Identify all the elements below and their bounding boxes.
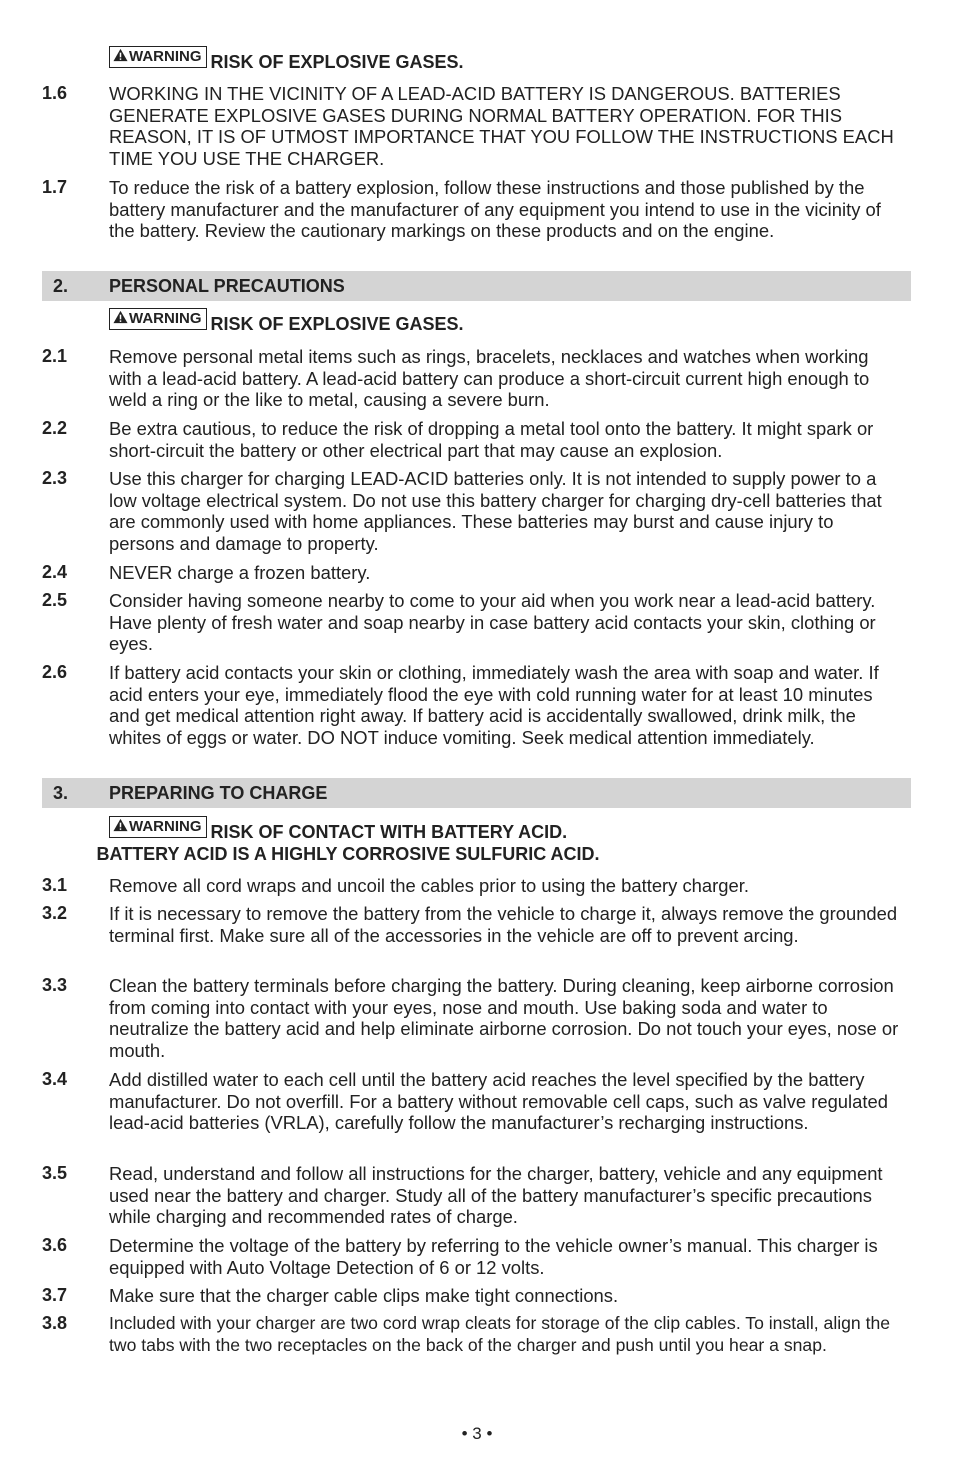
item-3-2 — [42, 903, 902, 946]
warning-triangle-icon — [113, 48, 128, 62]
item-number: 2.5 — [42, 590, 68, 610]
item-number: 2.6 — [42, 662, 68, 682]
warning-text: RISK OF CONTACT WITH BATTERY ACID. — [210, 822, 568, 842]
item-number: 3.3 — [42, 975, 68, 995]
item-3-4 — [42, 1069, 902, 1134]
page-number: • 3 • — [461, 1424, 493, 1443]
item-2-5 — [42, 590, 902, 655]
item-text: Read, understand and follow all instructions for the charger, battery, vehicle and any equipment used near the battery and charger. Study all of the battery manufacturer’s specific precautions while charging and recommended rates of charge. — [109, 1163, 883, 1228]
warning-triangle-icon — [113, 310, 128, 324]
item-text: If battery acid contacts your skin or clothing, immediately wash the area with soap and water. If acid enters your eye, immediately flood the eye with cold running water for at least 10 minutes and get medical attention right away. If battery acid is accidentally swallowed, drink milk, the whites of eggs or water. DO NOT induce vomiting. Seek medical attention immediately. — [109, 662, 879, 748]
warning-triangle-icon — [113, 818, 128, 832]
item-text: Consider having someone nearby to come to your aid when you work near a lead-acid battery. Have plenty of fresh water and soap nearby in case battery acid contacts your skin, clothing or eyes. — [109, 590, 876, 655]
section-number: 2. — [53, 276, 69, 296]
item-3-5 — [42, 1163, 902, 1228]
warning-1 — [109, 46, 464, 74]
item-number: 2.3 — [42, 468, 68, 488]
item-2-1 — [42, 346, 902, 411]
section-2-header — [42, 271, 911, 301]
item-number: 3.1 — [42, 875, 68, 895]
item-3-8 — [42, 1313, 902, 1356]
section-title: PERSONAL PRECAUTIONS — [109, 276, 345, 296]
warning-badge: WARNING — [109, 308, 207, 330]
warning-3 — [96, 816, 600, 865]
warning-badge: WARNING — [109, 46, 207, 68]
section-title: PREPARING TO CHARGE — [109, 783, 328, 803]
item-text: Remove personal metal items such as rings, bracelets, necklaces and watches when working with a lead-acid battery. A lead-acid battery can produce a short-circuit current high enough to weld a ring or the like to metal, causing a severe burn. — [109, 346, 870, 411]
item-number: 2.2 — [42, 418, 68, 438]
warning-text-line2: BATTERY ACID IS A HIGHLY CORROSIVE SULFURIC ACID. — [96, 843, 600, 864]
item-1-6 — [42, 83, 902, 169]
warning-badge: WARNING — [109, 816, 207, 838]
item-text: If it is necessary to remove the battery from the vehicle to charge it, always remove the grounded terminal first. Make sure all of the accessories in the vehicle are off to prevent arcing. — [109, 903, 898, 946]
item-3-1 — [42, 875, 902, 897]
item-number: 3.6 — [42, 1235, 68, 1255]
item-3-6 — [42, 1235, 902, 1278]
item-1-7 — [42, 177, 902, 242]
item-2-6 — [42, 662, 902, 748]
warning-text: RISK OF EXPLOSIVE GASES. — [210, 52, 464, 72]
item-text: Included with your charger are two cord wrap cleats for storage of the clip cables. To install, align the two tabs with the two receptacles on the back of the charger and push until you hear a snap. — [109, 1313, 891, 1355]
item-text: Be extra cautious, to reduce the risk of dropping a metal tool onto the battery. It might spark or short-circuit the battery or other electrical part that may cause an explosion. — [109, 418, 874, 461]
item-number: 3.7 — [42, 1285, 68, 1305]
item-text: Add distilled water to each cell until the battery acid reaches the level specified by the battery manufacturer. Do not overfill. For a battery without removable cell caps, such as valve regulated lead-acid batteries (VRLA), carefully follow the manufacturer’s recharging instructions. — [109, 1069, 888, 1134]
warning-text: RISK OF EXPLOSIVE GASES. — [210, 314, 464, 334]
item-text: Clean the battery terminals before charging the battery. During cleaning, keep airborne corrosion from coming into contact with your eyes, nose and mouth. Use baking soda and water to neutralize the battery acid and help eliminate airborne corrosion. Do not touch your eyes, nose or mouth. — [109, 975, 899, 1061]
item-number: 2.1 — [42, 346, 68, 366]
item-text: WORKING IN THE VICINITY OF A LEAD-ACID BATTERY IS DANGEROUS. BATTERIES GENERATE EXPLOSIVE GASES DURING NORMAL BATTERY OPERATION. FOR THIS REASON, IT IS OF UTMOST IMPORTANCE THAT YOU FOLLOW THE INSTRUCTIONS EACH TIME YOU USE THE CHARGER. — [109, 83, 894, 169]
item-text: NEVER charge a frozen battery. — [109, 562, 371, 583]
item-3-7 — [42, 1285, 902, 1307]
item-text: Determine the voltage of the battery by referring to the vehicle owner’s manual. This charger is equipped with Auto Voltage Detection of 6 or 12 volts. — [109, 1235, 878, 1278]
item-2-3 — [42, 468, 902, 554]
item-text: Remove all cord wraps and uncoil the cables prior to using the battery charger. — [109, 875, 749, 896]
item-3-3 — [42, 975, 902, 1061]
item-2-2 — [42, 418, 902, 461]
item-number: 1.7 — [42, 177, 68, 197]
item-number: 3.2 — [42, 903, 68, 923]
item-number: 1.6 — [42, 83, 68, 103]
item-text: To reduce the risk of a battery explosion, follow these instructions and those published by the battery manufacturer and the manufacturer of any equipment you intend to use in the vicinity of the battery. Review the cautionary markings on these products and on the engine. — [109, 177, 881, 242]
item-text: Make sure that the charger cable clips make tight connections. — [109, 1285, 619, 1306]
warning-2 — [109, 308, 464, 336]
item-number: 2.4 — [42, 562, 68, 582]
section-number: 3. — [53, 783, 69, 803]
item-2-4 — [42, 562, 902, 584]
section-3-header — [42, 778, 911, 808]
item-number: 3.5 — [42, 1163, 68, 1183]
item-number: 3.4 — [42, 1069, 68, 1089]
item-text: Use this charger for charging LEAD-ACID batteries only. It is not intended to supply power to a low voltage electrical system. Do not use this battery charger for charging dry-cell batteries that are commonly used with home appliances. These batteries may burst and cause injury to persons and damage to property. — [109, 468, 882, 554]
item-number: 3.8 — [42, 1313, 68, 1333]
